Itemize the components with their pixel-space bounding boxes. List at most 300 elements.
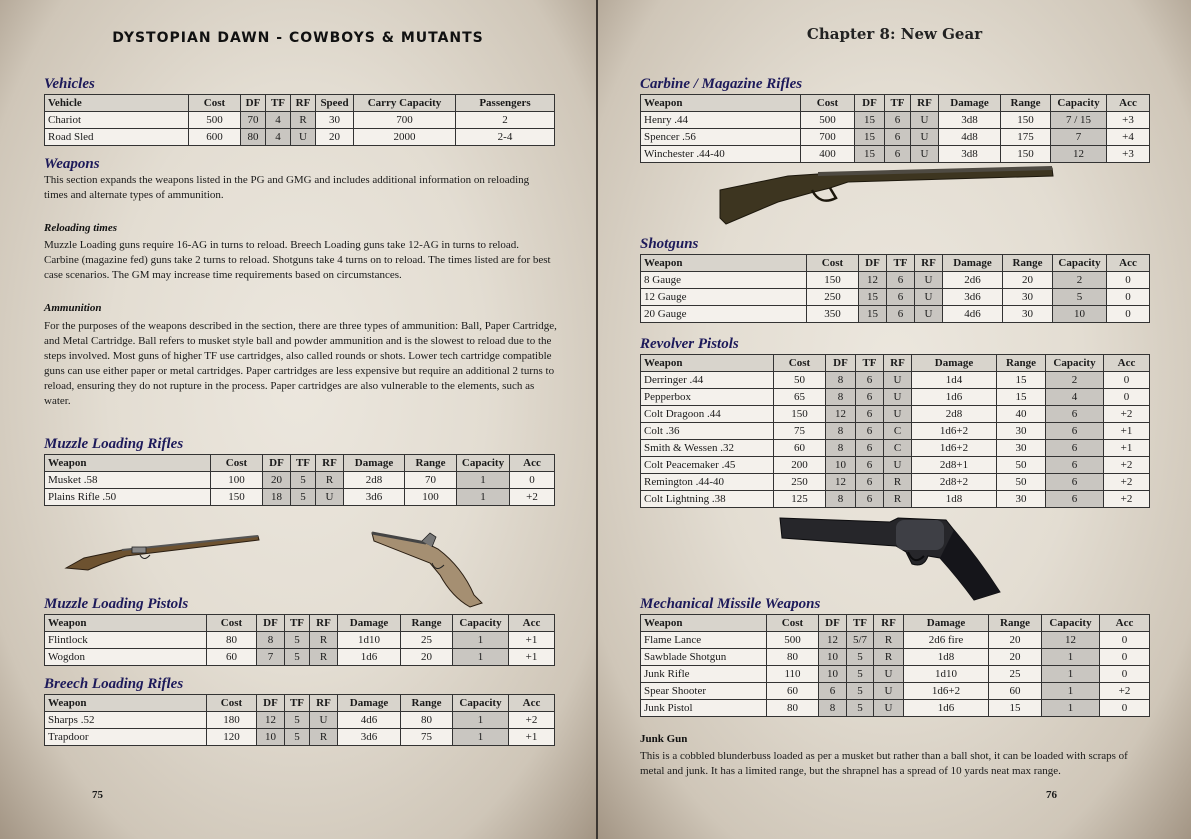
table-cell: +2 — [1104, 474, 1150, 491]
table-row — [641, 457, 1150, 474]
table-cell: 1 — [453, 712, 509, 729]
table-cell: Musket .58 — [45, 472, 211, 489]
table-cell: R — [874, 649, 904, 666]
table-cell: U — [874, 666, 904, 683]
table-cell: 5 — [285, 649, 310, 666]
table-cell: 5 — [847, 649, 874, 666]
column-header: RF — [915, 255, 943, 272]
table-cell: 6 — [885, 112, 911, 129]
table-cell: U — [874, 700, 904, 717]
table-cell: Smith & Wessen .32 — [641, 440, 774, 457]
table-cell: C — [884, 440, 912, 457]
table-row — [45, 112, 555, 129]
table-cell: 20 — [401, 649, 453, 666]
muzzle-pistols-heading: Muzzle Loading Pistols — [44, 596, 189, 612]
column-header: Damage — [912, 355, 997, 372]
table-cell: Chariot — [45, 112, 189, 129]
revolvers-table — [640, 354, 1150, 508]
table-header-row — [45, 695, 555, 712]
table-cell: 150 — [774, 406, 826, 423]
table-cell: 15 — [997, 389, 1046, 406]
column-header: Damage — [939, 95, 1001, 112]
column-header: Weapon — [45, 455, 211, 472]
table-cell: +1 — [509, 632, 555, 649]
table-row — [641, 306, 1150, 323]
table-cell: 150 — [1001, 112, 1051, 129]
table-cell: Trapdoor — [45, 729, 207, 746]
column-header: Weapon — [641, 615, 767, 632]
table-row — [45, 472, 555, 489]
table-cell: 2-4 — [456, 129, 555, 146]
table-cell: 500 — [189, 112, 241, 129]
junk-gun-text: This is a cobbled blunderbuss loaded as per a musket but rather than a ball shot, it can be loaded with scraps of metal and junk. It has a limited range, but the shrapnel has a spread of 10 yards neat max range. — [640, 750, 1128, 777]
column-header: Acc — [1107, 255, 1150, 272]
table-cell: 10 — [826, 457, 856, 474]
table-cell: U — [915, 289, 943, 306]
column-header: RF — [874, 615, 904, 632]
table-cell: 70 — [241, 112, 266, 129]
table-cell: 30 — [997, 440, 1046, 457]
table-cell: 50 — [997, 457, 1046, 474]
table-cell: 25 — [401, 632, 453, 649]
table-cell: 100 — [211, 472, 263, 489]
table-cell: 12 — [826, 406, 856, 423]
table-cell: 0 — [510, 472, 555, 489]
table-header-row — [641, 255, 1150, 272]
table-row — [641, 632, 1150, 649]
table-cell: 4 — [266, 129, 291, 146]
column-header: Capacity — [1051, 95, 1107, 112]
table-cell: 20 Gauge — [641, 306, 807, 323]
muzzle-pistols-table — [44, 614, 555, 666]
table-cell: 5 — [285, 729, 310, 746]
table-cell: 60 — [774, 440, 826, 457]
table-cell: 8 Gauge — [641, 272, 807, 289]
running-head-right: Chapter 8: New Gear — [806, 25, 983, 43]
table-cell: Plains Rifle .50 — [45, 489, 211, 506]
table-cell: 6 — [856, 406, 884, 423]
table-cell: 150 — [807, 272, 859, 289]
muzzle-rifles-heading: Muzzle Loading Rifles — [44, 436, 184, 452]
reloading-text: Muzzle Loading guns require 16-AG in turns to reload. Breech Loading guns take 12-AG in turns to reload. Carbine (magazine fed) guns take 2 turns to reload. Shotguns take 4 turns on to reload. The times listed are for best case scenarios. The GM may increase time requirements based on circumstances. — [44, 239, 551, 281]
table-row — [641, 491, 1150, 508]
table-cell: C — [884, 423, 912, 440]
table-cell: +2 — [1104, 457, 1150, 474]
table-cell: 8 — [826, 372, 856, 389]
column-header: Acc — [510, 455, 555, 472]
table-cell: 3d6 — [943, 289, 1003, 306]
table-cell: 2 — [1046, 372, 1104, 389]
column-header: DF — [257, 695, 285, 712]
muzzle-rifles-table — [44, 454, 555, 506]
table-cell: 15 — [855, 146, 885, 163]
table-cell: R — [884, 491, 912, 508]
table-cell: 500 — [801, 112, 855, 129]
table-cell: U — [884, 372, 912, 389]
table-row — [45, 489, 555, 506]
table-cell: 80 — [401, 712, 453, 729]
table-cell: 200 — [774, 457, 826, 474]
table-cell: +2 — [1100, 683, 1150, 700]
table-cell: 350 — [807, 306, 859, 323]
column-header: Damage — [338, 695, 401, 712]
table-cell: R — [310, 649, 338, 666]
column-header: DF — [257, 615, 285, 632]
column-header: Acc — [509, 695, 555, 712]
vehicles-table — [44, 94, 555, 146]
column-header: RF — [316, 455, 344, 472]
column-header: Cost — [211, 455, 263, 472]
table-cell: 6 — [856, 491, 884, 508]
table-cell: R — [310, 729, 338, 746]
table-cell: 0 — [1107, 289, 1150, 306]
table-cell: 60 — [207, 649, 257, 666]
table-cell: Spencer .56 — [641, 129, 801, 146]
column-header: TF — [856, 355, 884, 372]
table-cell: 5/7 — [847, 632, 874, 649]
table-cell: 110 — [767, 666, 819, 683]
table-cell: 6 — [885, 129, 911, 146]
table-cell: 5 — [847, 666, 874, 683]
table-row — [641, 700, 1150, 717]
table-cell: U — [310, 712, 338, 729]
table-cell: 80 — [767, 649, 819, 666]
table-cell: 2d8+1 — [912, 457, 997, 474]
table-cell: 6 — [887, 289, 915, 306]
column-header: Acc — [1100, 615, 1150, 632]
column-header: Weapon — [45, 615, 207, 632]
table-cell: +2 — [1104, 406, 1150, 423]
winchester-illustration — [718, 162, 1056, 228]
table-cell: 80 — [207, 632, 257, 649]
table-row — [641, 112, 1150, 129]
column-header: Damage — [904, 615, 989, 632]
column-header: Cost — [767, 615, 819, 632]
table-cell: Sawblade Shotgun — [641, 649, 767, 666]
column-header: Capacity — [457, 455, 510, 472]
column-header: Speed — [316, 95, 354, 112]
column-header: Cost — [801, 95, 855, 112]
table-header-row — [641, 615, 1150, 632]
table-cell: Derringer .44 — [641, 372, 774, 389]
table-cell: 10 — [819, 649, 847, 666]
table-row — [641, 389, 1150, 406]
column-header: Capacity — [453, 695, 509, 712]
table-cell: 250 — [774, 474, 826, 491]
table-cell: R — [874, 632, 904, 649]
column-header: TF — [285, 695, 310, 712]
table-cell: 5 — [291, 489, 316, 506]
ammunition-text: For the purposes of the weapons described in the section, there are three types of ammunition: Ball, Paper Cartridge, and Metal Cartridge. Ball refers to musket style ball and powder ammunition and is the slowest to reload due to the steps involved. Most guns of higher TF use cartridges, also called rounds or shots. Lower tech cartridge compatible guns can use either paper or metal cartridges. Paper cartridges are less expensive but require an additional 2 turns to reload, ensuring they do not rupture in the process. Paper cartridges are also vulnerable to the elements, such as water. — [44, 320, 557, 407]
missile-table — [640, 614, 1150, 717]
table-cell: 30 — [997, 491, 1046, 508]
table-cell: 0 — [1107, 272, 1150, 289]
table-cell: +1 — [1104, 440, 1150, 457]
column-header: Cost — [207, 695, 257, 712]
table-row — [641, 146, 1150, 163]
table-cell: 4d8 — [939, 129, 1001, 146]
table-cell: U — [911, 146, 939, 163]
weapons-intro: This section expands the weapons listed in the PG and GMG and includes additional information on reloading times and alternate types of ammunition. — [44, 174, 530, 201]
table-cell: Colt Peacemaker .45 — [641, 457, 774, 474]
table-cell: 1d10 — [338, 632, 401, 649]
table-cell: Colt .36 — [641, 423, 774, 440]
table-cell: 1d8 — [904, 649, 989, 666]
table-cell: 15 — [997, 372, 1046, 389]
table-row — [641, 440, 1150, 457]
table-cell: 8 — [826, 440, 856, 457]
table-cell: 0 — [1104, 372, 1150, 389]
table-cell: 1d6+2 — [904, 683, 989, 700]
table-cell: 150 — [1001, 146, 1051, 163]
table-cell: 1 — [1042, 649, 1100, 666]
breech-rifles-heading: Breech Loading Rifles — [44, 676, 184, 692]
table-cell: 60 — [989, 683, 1042, 700]
table-cell: 1 — [453, 649, 509, 666]
table-cell: Road Sled — [45, 129, 189, 146]
table-header-row — [641, 95, 1150, 112]
table-cell: U — [316, 489, 344, 506]
column-header: Damage — [344, 455, 405, 472]
column-header: Capacity — [1046, 355, 1104, 372]
table-cell: +2 — [510, 489, 555, 506]
table-cell: 6 — [856, 457, 884, 474]
table-cell: 15 — [859, 289, 887, 306]
table-cell: 1 — [1042, 683, 1100, 700]
table-cell: R — [291, 112, 316, 129]
table-cell: 75 — [774, 423, 826, 440]
table-cell: 6 — [856, 423, 884, 440]
table-cell: +3 — [1107, 112, 1150, 129]
table-row — [641, 649, 1150, 666]
table-cell: U — [291, 129, 316, 146]
column-header: Capacity — [1042, 615, 1100, 632]
table-cell: 8 — [826, 423, 856, 440]
table-cell: +1 — [509, 649, 555, 666]
column-header: RF — [884, 355, 912, 372]
table-row — [45, 649, 555, 666]
column-header: TF — [847, 615, 874, 632]
table-cell: Colt Lightning .38 — [641, 491, 774, 508]
revolvers-heading: Revolver Pistols — [640, 336, 739, 352]
table-cell: +2 — [1104, 491, 1150, 508]
column-header: DF — [819, 615, 847, 632]
table-cell: 50 — [997, 474, 1046, 491]
table-cell: 10 — [819, 666, 847, 683]
column-header: TF — [266, 95, 291, 112]
table-cell: 8 — [826, 389, 856, 406]
table-row — [641, 423, 1150, 440]
table-cell: +1 — [509, 729, 555, 746]
column-header: RF — [911, 95, 939, 112]
table-cell: +3 — [1107, 146, 1150, 163]
table-cell: 8 — [819, 700, 847, 717]
table-cell: 5 — [291, 472, 316, 489]
table-cell: 6 — [856, 440, 884, 457]
table-cell: +1 — [1104, 423, 1150, 440]
table-cell: 18 — [263, 489, 291, 506]
table-cell: 2 — [456, 112, 555, 129]
table-cell: 1 — [453, 729, 509, 746]
table-cell: 6 — [1046, 440, 1104, 457]
column-header: Range — [401, 695, 453, 712]
table-row — [641, 372, 1150, 389]
table-row — [641, 666, 1150, 683]
table-cell: 12 — [1051, 146, 1107, 163]
running-head-left: DYSTOPIAN DAWN - COWBOYS & MUTANTS — [112, 30, 484, 46]
column-header: Range — [405, 455, 457, 472]
table-row — [45, 632, 555, 649]
table-cell: 175 — [1001, 129, 1051, 146]
junk-gun-heading: Junk Gun — [640, 733, 688, 745]
table-cell: 1d4 — [912, 372, 997, 389]
table-cell: R — [884, 474, 912, 491]
table-cell: 6 — [1046, 474, 1104, 491]
table-row — [45, 129, 555, 146]
table-row — [641, 406, 1150, 423]
ammunition-heading: Ammunition — [44, 302, 102, 314]
table-cell: 1 — [453, 632, 509, 649]
table-cell: 700 — [801, 129, 855, 146]
table-cell: 5 — [285, 712, 310, 729]
column-header: TF — [285, 615, 310, 632]
column-header: Passengers — [456, 95, 555, 112]
column-header: Damage — [943, 255, 1003, 272]
table-cell: 1 — [1042, 666, 1100, 683]
column-header: DF — [826, 355, 856, 372]
column-header: Range — [989, 615, 1042, 632]
table-cell: 1d10 — [904, 666, 989, 683]
reloading-heading: Reloading times — [44, 222, 118, 234]
table-cell: 75 — [401, 729, 453, 746]
table-cell: 20 — [263, 472, 291, 489]
table-cell: 4d6 — [338, 712, 401, 729]
table-cell: 6 — [856, 389, 884, 406]
table-cell: 1d6+2 — [912, 423, 997, 440]
table-cell: 700 — [354, 112, 456, 129]
table-header-row — [641, 355, 1150, 372]
page-number-left: 75 — [92, 789, 103, 801]
table-cell: 150 — [211, 489, 263, 506]
table-cell: Henry .44 — [641, 112, 801, 129]
table-cell: 1d8 — [912, 491, 997, 508]
table-cell: 2d8+2 — [912, 474, 997, 491]
table-cell: 4 — [1046, 389, 1104, 406]
table-cell: 3d8 — [939, 146, 1001, 163]
table-cell: Flame Lance — [641, 632, 767, 649]
table-cell: 30 — [1003, 306, 1053, 323]
column-header: Carry Capacity — [354, 95, 456, 112]
weapons-heading: Weapons — [44, 156, 100, 172]
table-cell: 70 — [405, 472, 457, 489]
column-header: Vehicle — [45, 95, 189, 112]
table-cell: 2d6 — [943, 272, 1003, 289]
table-cell: 250 — [807, 289, 859, 306]
shotguns-table — [640, 254, 1150, 323]
table-cell: 5 — [1053, 289, 1107, 306]
column-header: Cost — [189, 95, 241, 112]
column-header: Weapon — [641, 255, 807, 272]
table-cell: R — [316, 472, 344, 489]
table-cell: U — [915, 272, 943, 289]
table-cell: 500 — [767, 632, 819, 649]
table-cell: Colt Dragoon .44 — [641, 406, 774, 423]
table-cell: 1 — [457, 472, 510, 489]
table-cell: 20 — [989, 632, 1042, 649]
column-header: Damage — [338, 615, 401, 632]
table-cell: U — [911, 129, 939, 146]
column-header: Acc — [1107, 95, 1150, 112]
table-cell: 15 — [855, 112, 885, 129]
table-cell: 0 — [1100, 666, 1150, 683]
column-header: Weapon — [641, 95, 801, 112]
table-cell: 2d8 — [344, 472, 405, 489]
table-header-row — [45, 615, 555, 632]
table-cell: 400 — [801, 146, 855, 163]
carbines-table — [640, 94, 1150, 163]
table-cell: Winchester .44-40 — [641, 146, 801, 163]
table-cell: 0 — [1100, 632, 1150, 649]
table-cell: 50 — [774, 372, 826, 389]
table-cell: 15 — [855, 129, 885, 146]
table-cell: 6 — [856, 474, 884, 491]
table-cell: 1 — [1042, 700, 1100, 717]
table-cell: 12 — [859, 272, 887, 289]
column-header: Capacity — [1053, 255, 1107, 272]
table-cell: 20 — [1003, 272, 1053, 289]
table-cell: Sharps .52 — [45, 712, 207, 729]
table-cell: 20 — [989, 649, 1042, 666]
table-cell: Pepperbox — [641, 389, 774, 406]
table-row — [45, 729, 555, 746]
table-row — [641, 683, 1150, 700]
flintlock-illustration — [366, 523, 490, 609]
table-cell: 1 — [457, 489, 510, 506]
table-cell: 80 — [767, 700, 819, 717]
column-header: Range — [997, 355, 1046, 372]
table-cell: 5 — [847, 700, 874, 717]
table-cell: 6 — [1046, 457, 1104, 474]
missile-heading: Mechanical Missile Weapons — [640, 596, 821, 612]
table-cell: Junk Rifle — [641, 666, 767, 683]
table-cell: 0 — [1100, 700, 1150, 717]
column-header: Cost — [207, 615, 257, 632]
table-cell: 30 — [1003, 289, 1053, 306]
table-row — [641, 474, 1150, 491]
table-cell: 4 — [266, 112, 291, 129]
table-cell: 6 — [819, 683, 847, 700]
table-cell: +4 — [1107, 129, 1150, 146]
table-cell: 80 — [241, 129, 266, 146]
table-row — [45, 712, 555, 729]
column-header: DF — [859, 255, 887, 272]
table-cell: 1d6 — [338, 649, 401, 666]
breech-rifles-table — [44, 694, 555, 746]
table-cell: 12 Gauge — [641, 289, 807, 306]
table-row — [641, 129, 1150, 146]
table-cell: 2000 — [354, 129, 456, 146]
table-cell: 10 — [1053, 306, 1107, 323]
column-header: TF — [291, 455, 316, 472]
table-cell: 3d6 — [338, 729, 401, 746]
table-cell: Flintlock — [45, 632, 207, 649]
table-cell: 10 — [257, 729, 285, 746]
table-cell: 6 — [885, 146, 911, 163]
revolver-illustration — [778, 512, 1004, 602]
table-cell: 600 — [189, 129, 241, 146]
column-header: Capacity — [453, 615, 509, 632]
table-cell: 5 — [847, 683, 874, 700]
